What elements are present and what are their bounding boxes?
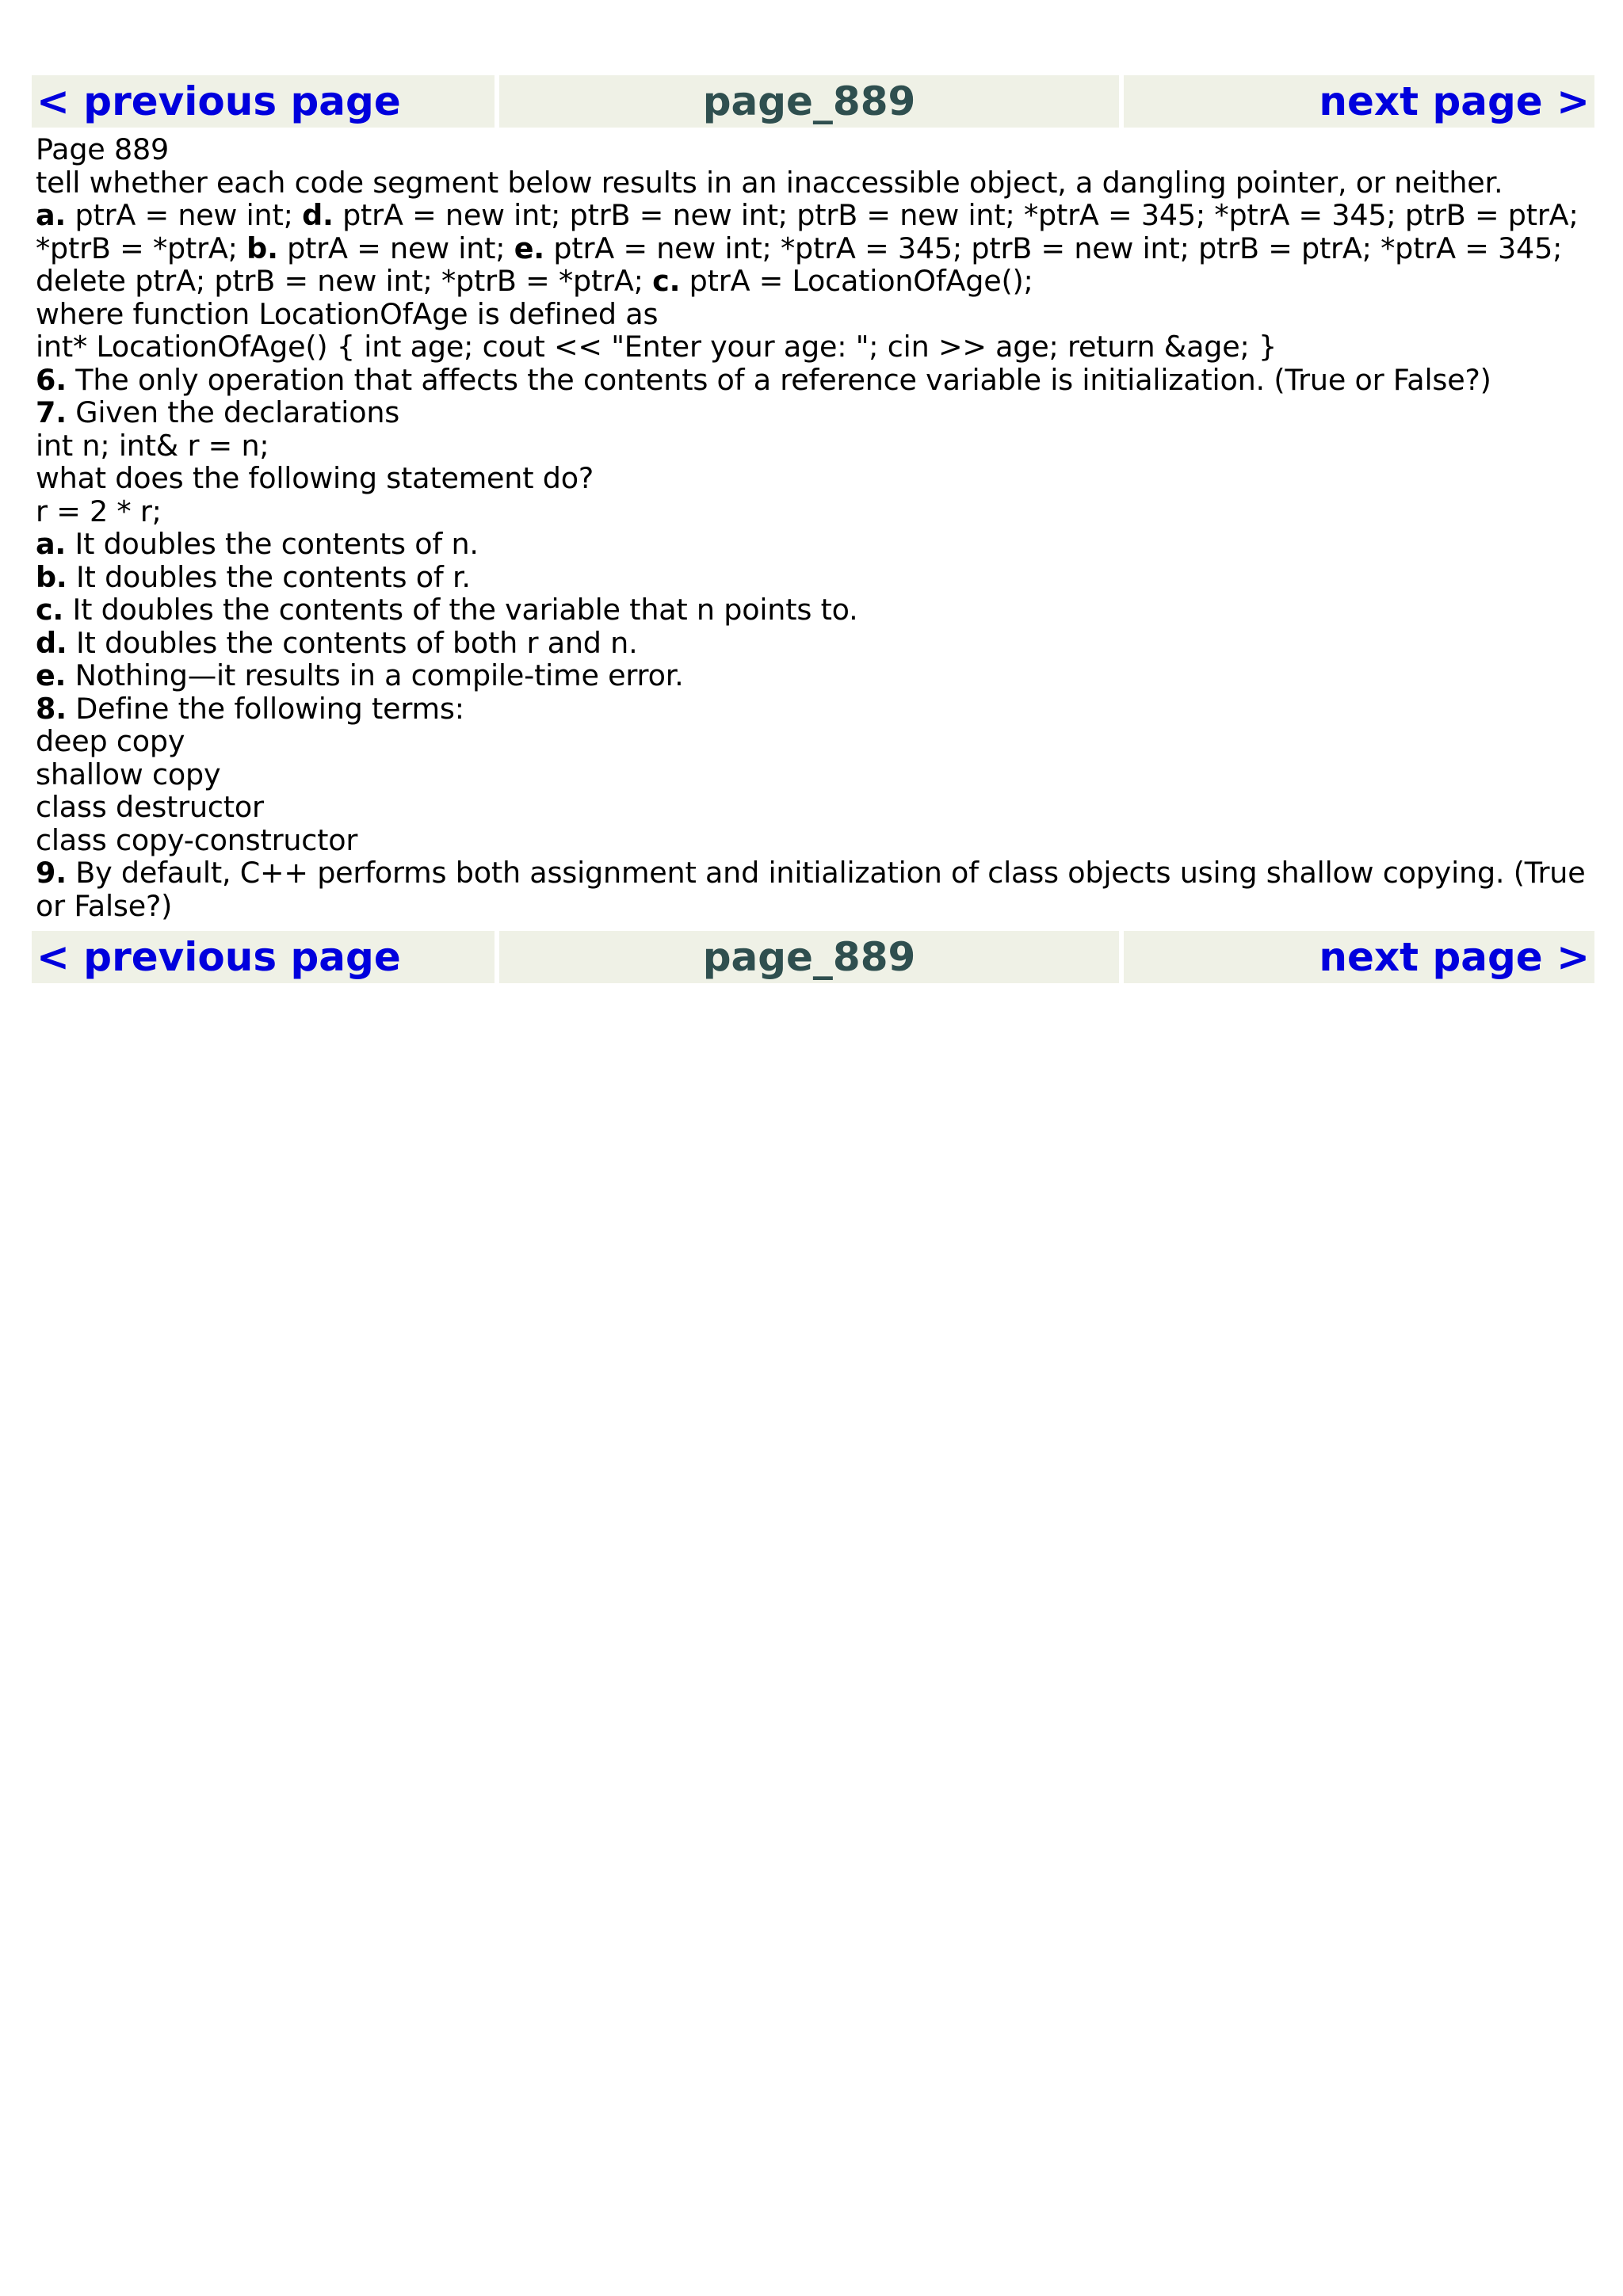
page-indicator: page_889 <box>499 931 1119 983</box>
question-6 <box>36 364 1589 397</box>
question-7 <box>36 396 1589 429</box>
question-7-option-b <box>36 561 1589 594</box>
option-b-marker: b. <box>36 559 67 594</box>
question-9 <box>36 856 1589 922</box>
question-5-intro: tell whether each code segment below results in an inaccessible object, a dangling pointer, or neither. <box>36 165 1503 200</box>
question-9-number: 9. <box>36 856 67 890</box>
previous-page-link[interactable]: < previous page <box>32 75 495 128</box>
question-8-number: 8. <box>36 691 67 726</box>
question-7-option-c <box>36 593 1589 627</box>
segment-a-marker: a. <box>36 198 67 232</box>
function-definition: int* LocationOfAge() { int age; cout << "Enter your age: "; cin >> age; return &age; } <box>36 330 1277 364</box>
question-7-prompt: what does the following statement do? <box>36 461 594 495</box>
segment-c-code: ptrA = LocationOfAge(); <box>680 264 1033 298</box>
option-e-marker: e. <box>36 658 67 692</box>
segment-e-code: ptrA = new int; *ptrA = 345; ptrB = new int; ptrB = ptrA; *ptrA = 345; delete ptrA; ptrB = new int; *ptrB = *ptrA; <box>36 231 1563 298</box>
question-7-declarations: int n; int& r = n; <box>36 428 269 463</box>
term-class-copy-constructor: class copy-constructor <box>36 822 358 857</box>
option-d-text: It doubles the contents of both r and n. <box>67 625 638 660</box>
term-shallow-copy: shallow copy <box>36 757 221 791</box>
page-content <box>36 133 1589 922</box>
option-d-marker: d. <box>36 625 67 660</box>
page-heading: Page 889 <box>36 132 170 166</box>
bottom-navigation-bar <box>32 931 1594 983</box>
question-9-text: By default, C++ performs both assignment and initialization of class objects using shallow copying. (True or False?) <box>36 856 1586 923</box>
question-8 <box>36 692 1589 726</box>
segment-c-marker: c. <box>652 264 681 298</box>
option-b-text: It doubles the contents of r. <box>67 559 471 594</box>
segment-d-code: ptrA = new int; ptrB = new int; ptrB = new int; *ptrA = 345; *ptrA = 345; ptrB = ptrA; *ptrB = *ptrA; <box>36 198 1579 265</box>
option-a-text: It doubles the contents of n. <box>66 527 479 561</box>
question-7-option-e <box>36 659 1589 692</box>
previous-page-link[interactable]: < previous page <box>32 931 495 983</box>
page-indicator: page_889 <box>499 75 1119 128</box>
question-6-number: 6. <box>36 362 67 397</box>
question-8-text: Define the following terms: <box>66 691 464 726</box>
top-navigation-bar <box>32 75 1594 128</box>
question-7-option-a <box>36 528 1589 561</box>
option-c-text: It doubles the contents of the variable that n points to. <box>63 593 858 627</box>
next-page-link[interactable]: next page > <box>1124 75 1594 128</box>
question-7-text: Given the declarations <box>66 395 400 429</box>
where-line: where function LocationOfAge is defined as <box>36 296 659 331</box>
option-a-marker: a. <box>36 527 67 561</box>
segment-e-marker: e. <box>514 231 544 265</box>
question-5-code-segments <box>36 199 1589 298</box>
segment-d-marker: d. <box>302 198 334 232</box>
question-6-text: The only operation that affects the contents of a reference variable is initialization. (True or False?) <box>66 362 1491 397</box>
question-7-option-d <box>36 627 1589 660</box>
segment-a-code: ptrA = new int; <box>66 198 303 232</box>
option-c-marker: c. <box>36 593 64 627</box>
segment-b-code: ptrA = new int; <box>277 231 514 265</box>
question-7-number: 7. <box>36 395 67 429</box>
question-7-statement: r = 2 * r; <box>36 494 162 528</box>
next-page-link[interactable]: next page > <box>1124 931 1594 983</box>
term-deep-copy: deep copy <box>36 724 185 758</box>
option-e-text: Nothing—it results in a compile-time error. <box>66 658 684 692</box>
term-class-destructor: class destructor <box>36 790 264 824</box>
segment-b-marker: b. <box>246 231 278 265</box>
